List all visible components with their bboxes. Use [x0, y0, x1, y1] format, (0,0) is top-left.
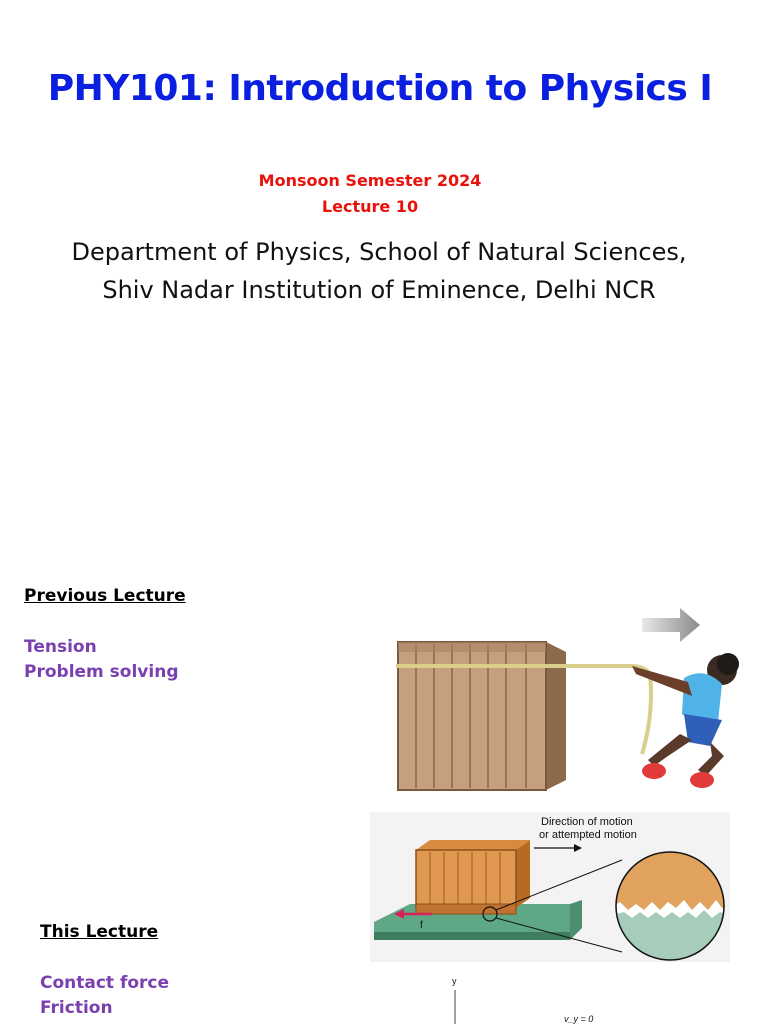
friction-force-label: f [420, 920, 423, 931]
motion-graph-fragment [440, 972, 640, 1024]
direction-label-line1: Direction of motion [541, 816, 633, 828]
page-title: PHY101: Introduction to Physics I [47, 68, 713, 109]
this-lecture-heading: This Lecture [40, 922, 159, 942]
motion-arrow-icon [642, 608, 700, 642]
previous-lecture-heading: Previous Lecture [24, 586, 186, 606]
current-topic-contact-force: Contact force [40, 973, 170, 993]
crate-pulling-illustration [392, 604, 740, 796]
department-line-1: Department of Physics, School of Natural Sciences, [71, 238, 687, 266]
lecture-number: Lecture 10 [321, 197, 419, 216]
current-topic-friction: Friction [40, 998, 113, 1018]
previous-topic-problem-solving: Problem solving [24, 662, 179, 682]
graph-y-axis-label: y [452, 976, 457, 986]
department-line-2: Shiv Nadar Institution of Eminence, Delhi NCR [102, 276, 656, 304]
direction-label-line2: or attempted motion [539, 829, 637, 841]
previous-topic-tension: Tension [24, 637, 97, 657]
semester-label: Monsoon Semester 2024 [258, 171, 482, 190]
friction-diagram [370, 812, 730, 962]
graph-annotation: v_y = 0 [564, 1014, 594, 1024]
